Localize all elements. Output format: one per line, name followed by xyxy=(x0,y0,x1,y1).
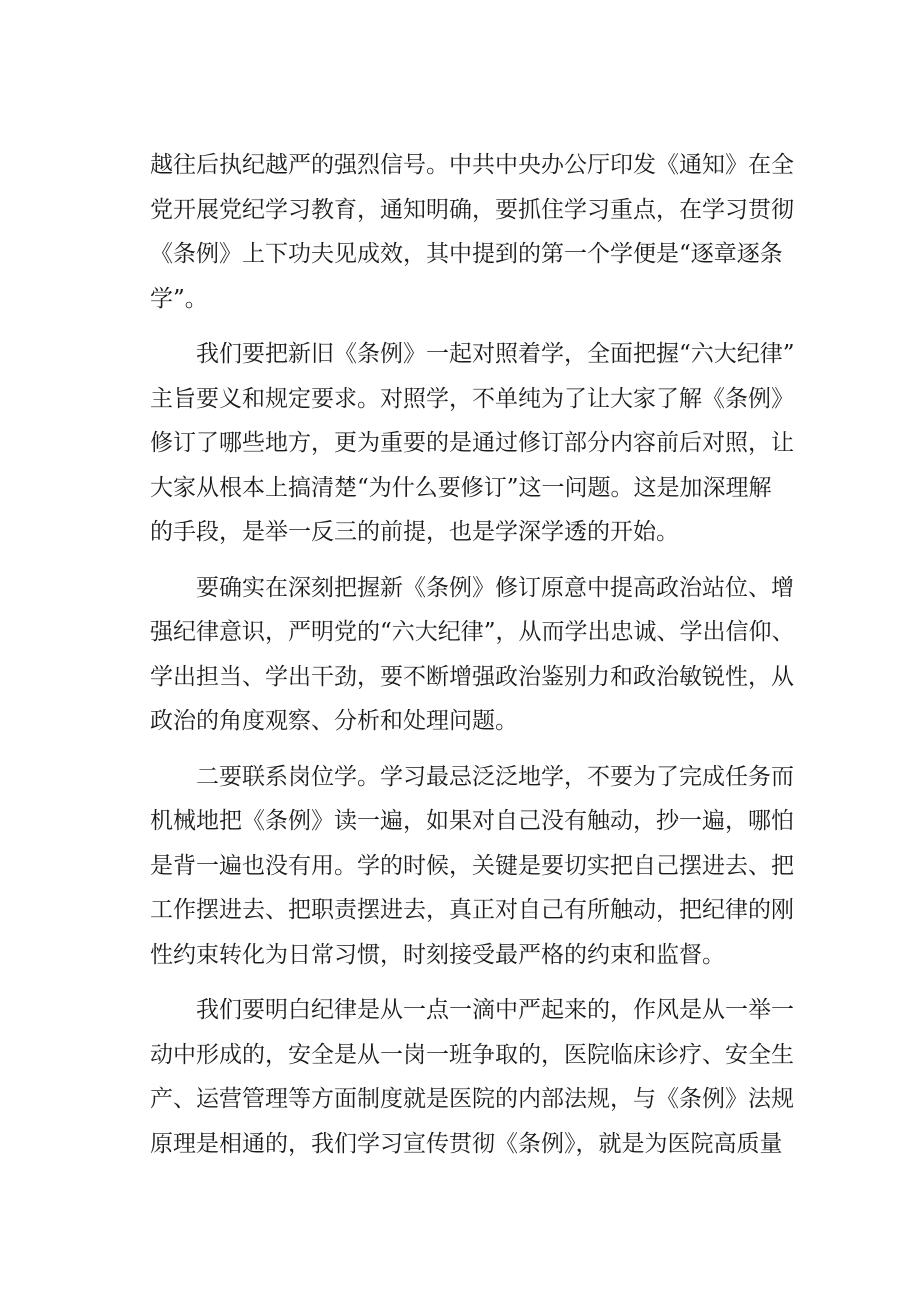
document-body xyxy=(150,143,810,1166)
paragraph-3 xyxy=(150,566,810,744)
text-line: 要确实在深刻把握新《条例》修订原意中提高政治站位、增 xyxy=(196,574,794,601)
text-line: 我们要明白纪律是从一点一滴中严起来的，作风是从一举一 xyxy=(196,997,794,1023)
text-line: 学”。 xyxy=(150,285,208,312)
text-line: 是背一遍也没有用。学的时候，关键是要切实把自己摆进去、把 xyxy=(150,852,794,879)
paragraph-spacer xyxy=(150,321,810,332)
text-line: 党开展党纪学习教育，通知明确，要抓住学习重点，在学习贯彻 xyxy=(150,196,794,223)
text-line: 主旨要义和规定要求。对照学，不单纯为了让大家了解《条例》 xyxy=(150,385,794,412)
paragraph-4 xyxy=(150,755,810,978)
paragraph-2 xyxy=(150,332,810,555)
text-line: 的手段，是举一反三的前提，也是学深学透的开始。 xyxy=(150,519,679,545)
text-line: 政治的角度观察、分析和处理问题。 xyxy=(150,708,518,734)
text-line: 强纪律意识，严明党的“六大纪律”，从而学出忠诚、学出信仰、 xyxy=(150,619,795,645)
text-line: 学出担当、学出干劲，要不断增强政治鉴别力和政治敏锐性，从 xyxy=(150,663,794,690)
paragraph-spacer xyxy=(150,744,810,755)
paragraph-1 xyxy=(150,143,810,321)
text-line: 工作摆进去、把职责摆进去，真正对自己有所触动，把纪律的刚 xyxy=(150,897,794,923)
text-line: 修订了哪些地方，更为重要的是通过修订部分内容前后对照，让 xyxy=(150,430,794,456)
text-line: 我们要把新旧《条例》一起对照着学，全面把握“六大纪律” xyxy=(196,341,795,367)
paragraph-spacer xyxy=(150,555,810,566)
text-line: 二要联系岗位学。学习最忌泛泛地学，不要为了完成任务而 xyxy=(196,763,794,790)
text-line: 《条例》上下功夫见成效，其中提到的第一个学便是“逐章逐条 xyxy=(150,241,783,267)
text-line: 产、运营管理等方面制度就是医院的内部法规，与《条例》法规 xyxy=(150,1086,794,1112)
paragraph-spacer xyxy=(150,977,810,988)
text-line: 性约束转化为日常习惯，时刻接受最严格的约束和监督。 xyxy=(150,941,725,968)
text-line: 越往后执纪越严的强烈信号。中共中央办公厅印发《通知》在全 xyxy=(150,152,794,178)
text-line: 大家从根本上搞清楚“为什么要修订”这一问题。这是加深理解 xyxy=(150,474,772,501)
paragraph-5 xyxy=(150,988,810,1166)
text-line: 原理是相通的，我们学习宣传贯彻《条例》，就是为医院高质量 xyxy=(150,1130,783,1157)
text-line: 动中形成的，安全是从一岗一班争取的，医院临床诊疗、安全生 xyxy=(150,1041,794,1068)
text-line: 机械地把《条例》读一遍，如果对自己没有触动，抄一遍，哪怕 xyxy=(150,808,794,834)
